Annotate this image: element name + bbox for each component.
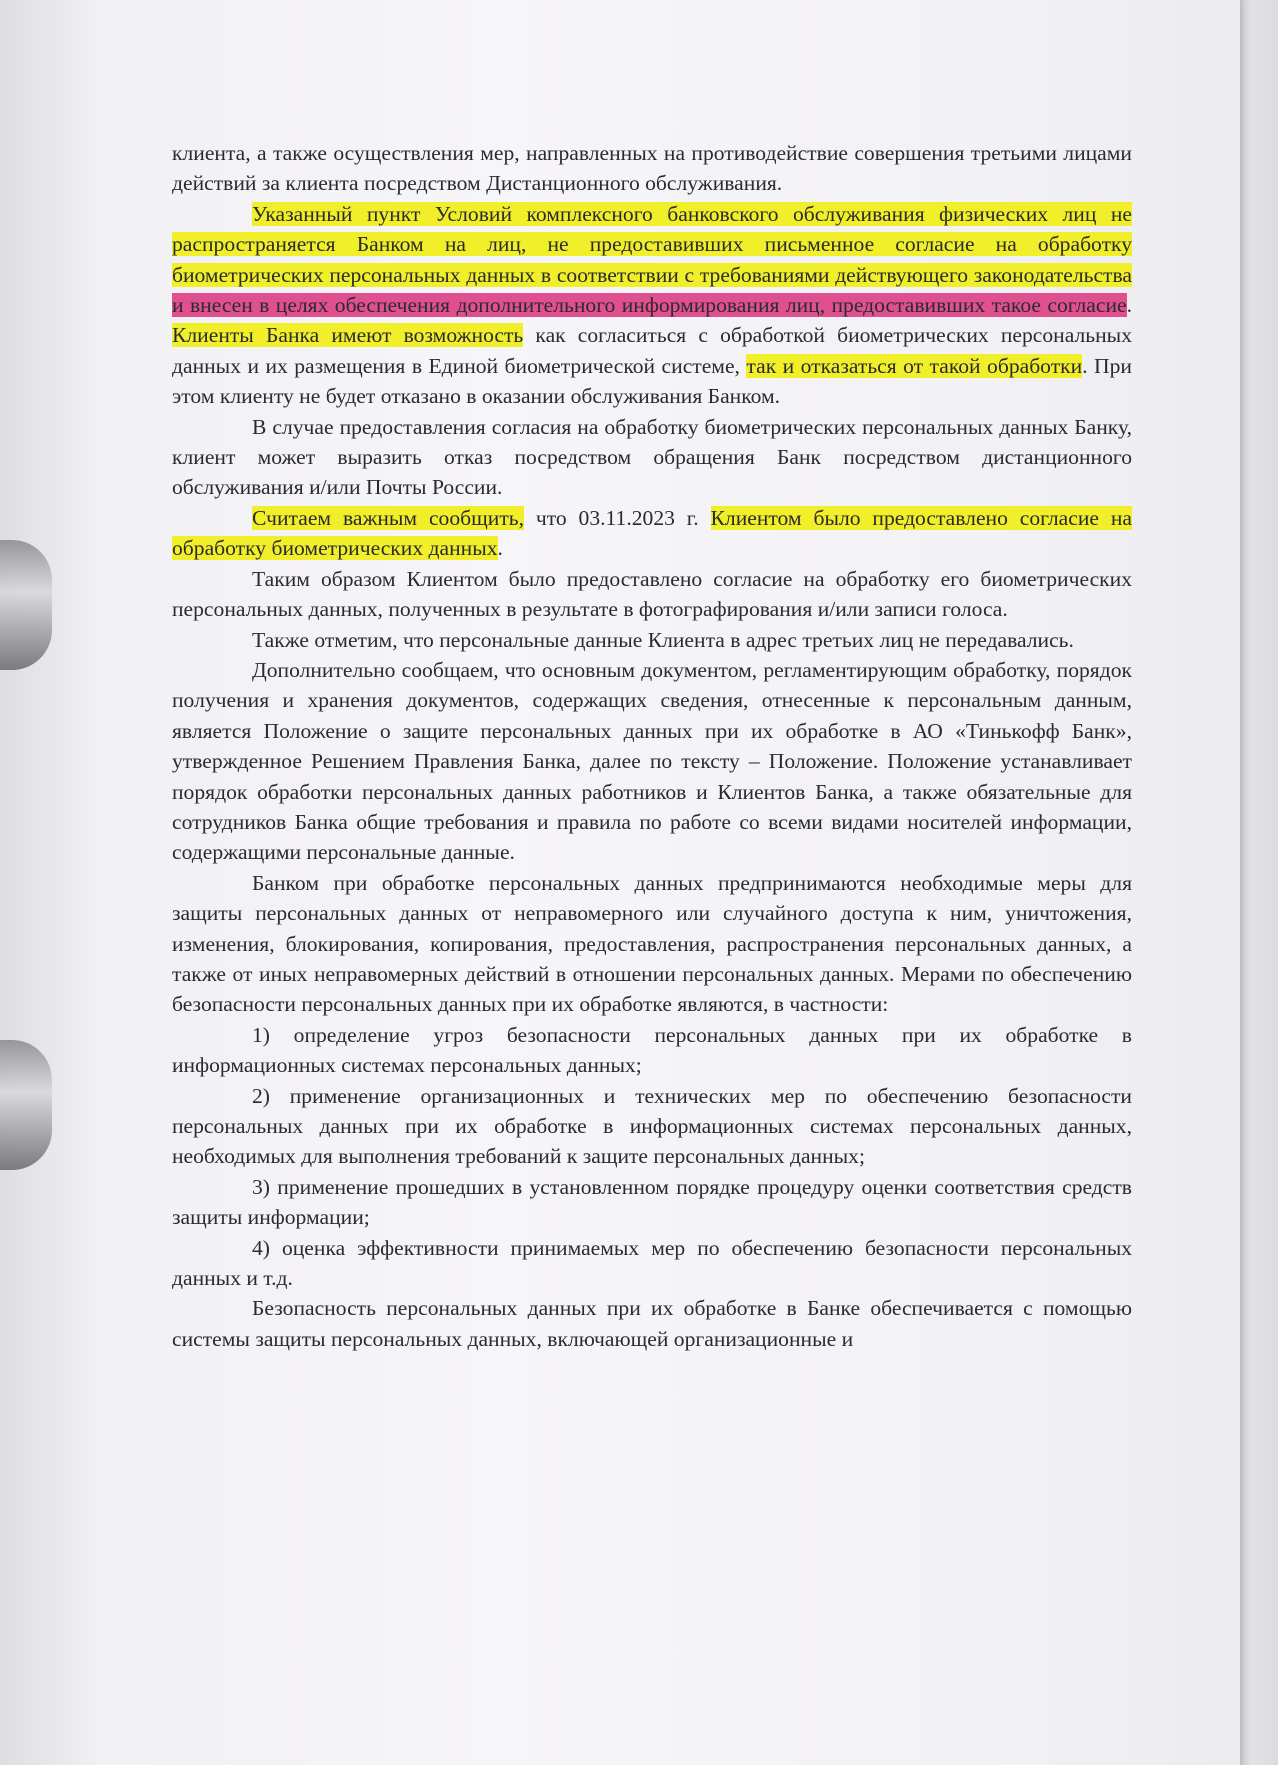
plain-text: что 03.11.2023 г. bbox=[524, 505, 711, 530]
paragraph-1: клиента, а также осуществления мер, направленных на противодействие совершения третьими лицами действий за клиента посредством Дистанционного обслуживания. bbox=[172, 141, 1132, 196]
plain-text: . При этом клиенту не будет отказано в оказании обслуживания Банком. bbox=[172, 353, 1132, 409]
document-body bbox=[172, 138, 1132, 1354]
paragraph-6: Также отметим, что персональные данные Клиента в адрес третьих лиц не передавались. bbox=[252, 627, 1074, 652]
highlight-yellow: Клиентом было предоставлено согласие на обработку биометрических данных bbox=[172, 505, 1133, 561]
list-item-4: 4) оценка эффективности принимаемых мер по обеспечению безопасности персональных данных и т.д. bbox=[172, 1235, 1132, 1291]
binder-ring-bottom bbox=[0, 1040, 52, 1170]
highlight-yellow: так и отказаться от такой обработки bbox=[746, 353, 1083, 378]
paragraph-3: В случае предоставления согласия на обработку биометрических персональных данных Банку, клиент может выразить отказ посредством обращения Банк посредством дистанционного обслуживания и/или Почты России. bbox=[172, 414, 1132, 500]
paragraph-4 bbox=[172, 503, 1132, 564]
list-item-3: 3) применение прошедших в установленном порядке процедуру оценки соответствия средств защиты информации; bbox=[172, 1174, 1132, 1230]
highlight-pink: и внесен в целях обеспечения дополнительного информирования лиц, предоставивших такое согласие bbox=[172, 293, 1127, 318]
paragraph-5: Таким образом Клиентом было предоставлено согласие на обработку его биометрических персональных данных, полученных в результате в фотографирования и/или записи голоса. bbox=[172, 566, 1132, 622]
highlight-yellow: Считаем важным сообщить, bbox=[252, 505, 524, 530]
paragraph-7: Дополнительно сообщаем, что основным документом, регламентирующим обработку, порядок получения и хранения документов, содержащих сведения, отнесенные к персональным данным, является Положение о защите персональных данных при их обработке в АО «Тинькофф Банк», утвержденное Решением Правления Банка, далее по тексту – Положение. Положение устанавливает порядок обработки персональных данных работников и Клиентов Банка, а также обязательные для сотрудников Банка общие требования и правила по работе со всеми видами носителей информации, содержащими персональные данные. bbox=[172, 657, 1132, 865]
plain-text: . bbox=[1126, 293, 1132, 318]
binder-ring-top bbox=[0, 540, 52, 670]
plain-text: . bbox=[497, 536, 503, 561]
highlight-yellow: Указанный пункт Условий комплексного банковского обслуживания физических лиц не распространяется Банком на лиц, не предоставивших письменное согласие на обработку биометрических персональных данных в соответствии с требованиями действующего законодательства bbox=[172, 201, 1132, 287]
list-item-1: 1) определение угроз безопасности персональных данных при их обработке в информационных системах персональных данных; bbox=[172, 1022, 1132, 1078]
highlight-yellow: Клиенты Банка имеют возможность bbox=[172, 323, 524, 348]
paragraph-2 bbox=[172, 199, 1132, 412]
list-item-2: 2) применение организационных и технических мер по обеспечению безопасности персональных данных при их обработке в информационных системах персональных данных, необходимых для выполнения требований к защите персональных данных; bbox=[172, 1083, 1132, 1169]
paragraph-8: Банком при обработке персональных данных предпринимаются необходимые меры для защиты персональных данных от неправомерного или случайного доступа к ним, уничтожения, изменения, блокирования, копирования, предоставления, распространения персональных данных, а также от иных неправомерных действий в отношении персональных данных. Мерами по обеспечению безопасности персональных данных при их обработке являются, в частности: bbox=[172, 870, 1132, 1017]
paragraph-13: Безопасность персональных данных при их обработке в Банке обеспечивается с помощью системы защиты персональных данных, включающей организационные и bbox=[172, 1296, 1132, 1351]
plain-text: как согласиться с обработкой биометрических персональных данных и их размещения в Единой биометрической системе, bbox=[172, 323, 1132, 378]
adjacent-page-edge bbox=[1240, 0, 1278, 1765]
